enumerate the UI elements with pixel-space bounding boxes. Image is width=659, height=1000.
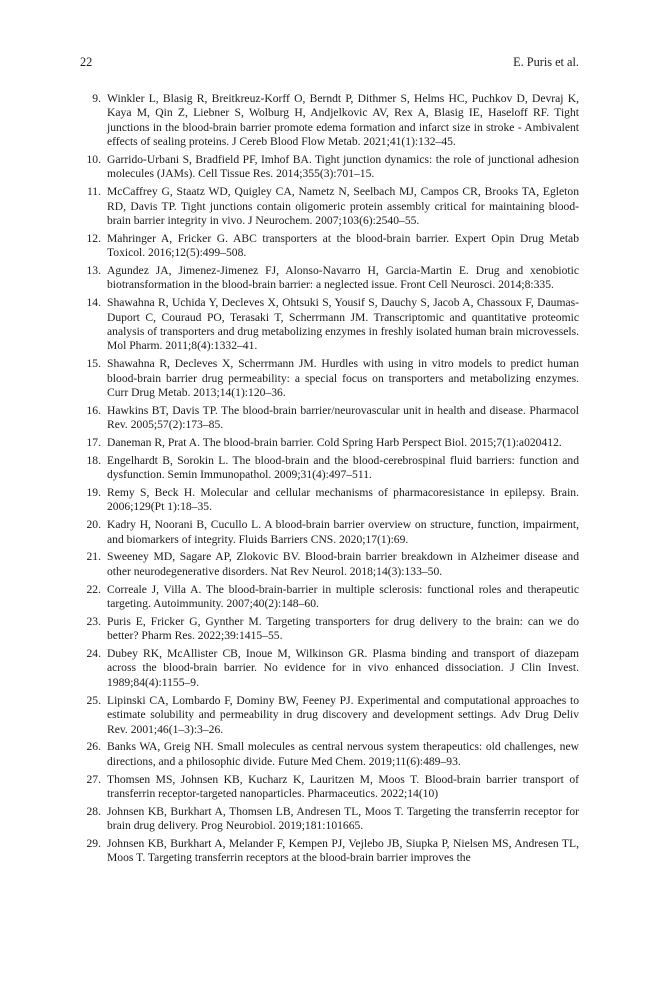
reference-text: Shawahna R, Decleves X, Scherrmann JM. Hurdles with using in vitro models to predict human blood-brain barrier drug permeability: a special focus on transporters and metabolizing enzymes. Curr Drug Metab. 2013;14(1):120–36. <box>107 357 579 400</box>
reference-number: 29. <box>86 836 101 850</box>
reference-text: Garrido-Urbani S, Bradfield PF, Imhof BA. Tight junction dynamics: the role of junctional adhesion molecules (JAMs). Cell Tissue Res. 2014;355(3):701–15. <box>107 153 579 181</box>
reference-number: 22. <box>86 582 101 596</box>
reference-number: 15. <box>86 357 101 371</box>
reference-item <box>80 232 579 261</box>
reference-item <box>80 264 579 293</box>
reference-number: 10. <box>86 153 101 167</box>
reference-number: 23. <box>86 614 101 628</box>
reference-text: Thomsen MS, Johnsen KB, Kucharz K, Lauritzen M, Moos T. Blood-brain barrier transport of transferrin receptor-targeted nanoparticles. Pharmaceutics. 2022;14(10) <box>107 772 579 800</box>
reference-item <box>80 296 579 354</box>
reference-text: Mahringer A, Fricker G. ABC transporters at the blood-brain barrier. Expert Opin Drug Metab Toxicol. 2016;12(5):499–508. <box>107 231 579 260</box>
reference-number: 17. <box>86 436 101 450</box>
reference-item <box>80 436 579 450</box>
reference-item <box>80 550 579 579</box>
reference-number: 25. <box>86 693 101 707</box>
reference-number: 18. <box>86 453 101 467</box>
reference-item <box>80 694 579 737</box>
reference-item <box>80 454 579 483</box>
reference-text: Daneman R, Prat A. The blood-brain barrier. Cold Spring Harb Perspect Biol. 2015;7(1):a020412. <box>107 436 562 450</box>
reference-item <box>80 92 579 150</box>
reference-number: 19. <box>86 486 101 500</box>
reference-text: Banks WA, Greig NH. Small molecules as central nervous system therapeutics: old challenges, new directions, and a philosophic divide. Future Med Chem. 2019;11(6):489–93. <box>107 740 579 768</box>
reference-number: 9. <box>92 92 101 105</box>
reference-text: Johnsen KB, Burkhart A, Melander F, Kempen PJ, Vejlebo JB, Siupka P, Nielsen MS, Andresen TL, Moos T. Targeting transferrin receptors at the blood-brain barrier improves the <box>107 836 579 865</box>
reference-item <box>80 773 579 802</box>
reference-number: 11. <box>86 185 101 199</box>
reference-item <box>80 404 579 433</box>
reference-text: Shawahna R, Uchida Y, Decleves X, Ohtsuki S, Yousif S, Dauchy S, Jacob A, Chassoux F, Daumas-Duport C, Couraud PO, Terasaki T, Scherrmann JM. Transcriptomic and quantitative proteomic analysis of transporters and drug metabolizing enzymes in freshly isolated human brain microvessels. Mol Pharm. 2011;8(4):1332–41. <box>107 296 579 353</box>
reference-text: Agundez JA, Jimenez-Jimenez FJ, Alonso-Navarro H, Garcia-Martin E. Drug and xenobiotic biotransformation in the blood-brain barrier: a neglected issue. Front Cell Neurosci. 2014;8:335. <box>107 264 579 292</box>
reference-number: 14. <box>86 296 101 310</box>
reference-number: 26. <box>86 740 101 754</box>
reference-text: Engelhardt B, Sorokin L. The blood-brain and the blood-cerebrospinal fluid barriers: function and dysfunction. Semin Immunopathol. 2009;31(4):497–511. <box>107 453 579 482</box>
reference-item <box>80 647 579 690</box>
reference-item <box>80 518 579 547</box>
reference-number: 16. <box>86 403 101 417</box>
reference-item <box>80 837 579 866</box>
reference-item <box>80 357 579 400</box>
reference-text: Remy S, Beck H. Molecular and cellular mechanisms of pharmacoresistance in epilepsy. Brain. 2006;129(Pt 1):18–35. <box>107 486 579 514</box>
reference-text: Johnsen KB, Burkhart A, Thomsen LB, Andresen TL, Moos T. Targeting the transferrin receptor for brain drug delivery. Prog Neurobiol. 2019;181:101665. <box>107 804 579 833</box>
reference-number: 13. <box>86 264 101 278</box>
reference-number: 12. <box>86 231 101 245</box>
running-title: E. Puris et al. <box>513 55 579 69</box>
reference-item <box>80 185 579 228</box>
reference-item <box>80 740 579 769</box>
reference-number: 21. <box>86 550 101 564</box>
reference-item <box>80 486 579 515</box>
reference-text: Dubey RK, McAllister CB, Inoue M, Wilkinson GR. Plasma binding and transport of diazepam across the blood-brain barrier. No evidence for in vivo enhanced dissociation. J Clin Invest. 1989;84(4):1155–9. <box>107 647 579 689</box>
reference-text: Kadry H, Noorani B, Cucullo L. A blood-brain barrier overview on structure, function, impairment, and biomarkers of integrity. Fluids Barriers CNS. 2020;17(1):69. <box>107 518 579 546</box>
reference-item <box>80 153 579 182</box>
reference-item <box>80 805 579 834</box>
reference-item <box>80 583 579 612</box>
reference-text: Lipinski CA, Lombardo F, Dominy BW, Feeney PJ. Experimental and computational approaches to estimate solubility and permeability in drug discovery and development settings. Adv Drug Deliv Rev. 2001;46(1–3):3–26. <box>107 693 579 736</box>
reference-item <box>80 615 579 644</box>
page-number: 22 <box>80 55 93 69</box>
running-head <box>80 54 579 70</box>
reference-number: 24. <box>86 647 101 661</box>
reference-text: Winkler L, Blasig R, Breitkreuz-Korff O, Berndt P, Dithmer S, Helms HC, Puchkov D, Devraj K, Kaya M, Qin Z, Liebner S, Wolburg H, Andjelkovic AV, Rex A, Blasig IE, Haseloff RF. Tight junctions in the blood-brain barrier promote edema formation and infarct size in stroke - Ambivalent effects of sealing proteins. J Cereb Blood Flow Metab. 2021;41(1):132–45. <box>107 92 579 149</box>
reference-number: 27. <box>86 772 101 786</box>
reference-text: Hawkins BT, Davis TP. The blood-brain barrier/neurovascular unit in health and disease. Pharmacol Rev. 2005;57(2):173–85. <box>107 403 579 432</box>
reference-list <box>80 92 579 869</box>
reference-text: Sweeney MD, Sagare AP, Zlokovic BV. Blood-brain barrier breakdown in Alzheimer disease and other neurodegenerative disorders. Nat Rev Neurol. 2018;14(3):133–50. <box>107 550 579 578</box>
reference-text: McCaffrey G, Staatz WD, Quigley CA, Nametz N, Seelbach MJ, Campos CR, Brooks TA, Egleton RD, Davis TP. Tight junctions contain oligomeric protein assembly critical for maintaining blood-brain barrier integrity in vivo. J Neurochem. 2007;103(6):2540–55. <box>107 185 579 228</box>
reference-text: Correale J, Villa A. The blood-brain-barrier in multiple sclerosis: functional roles and therapeutic targeting. Autoimmunity. 2007;40(2):148–60. <box>107 582 579 611</box>
reference-number: 28. <box>86 804 101 818</box>
reference-number: 20. <box>86 518 101 532</box>
reference-text: Puris E, Fricker G, Gynther M. Targeting transporters for drug delivery to the brain: can we do better? Pharm Res. 2022;39:1415–55. <box>107 614 579 643</box>
